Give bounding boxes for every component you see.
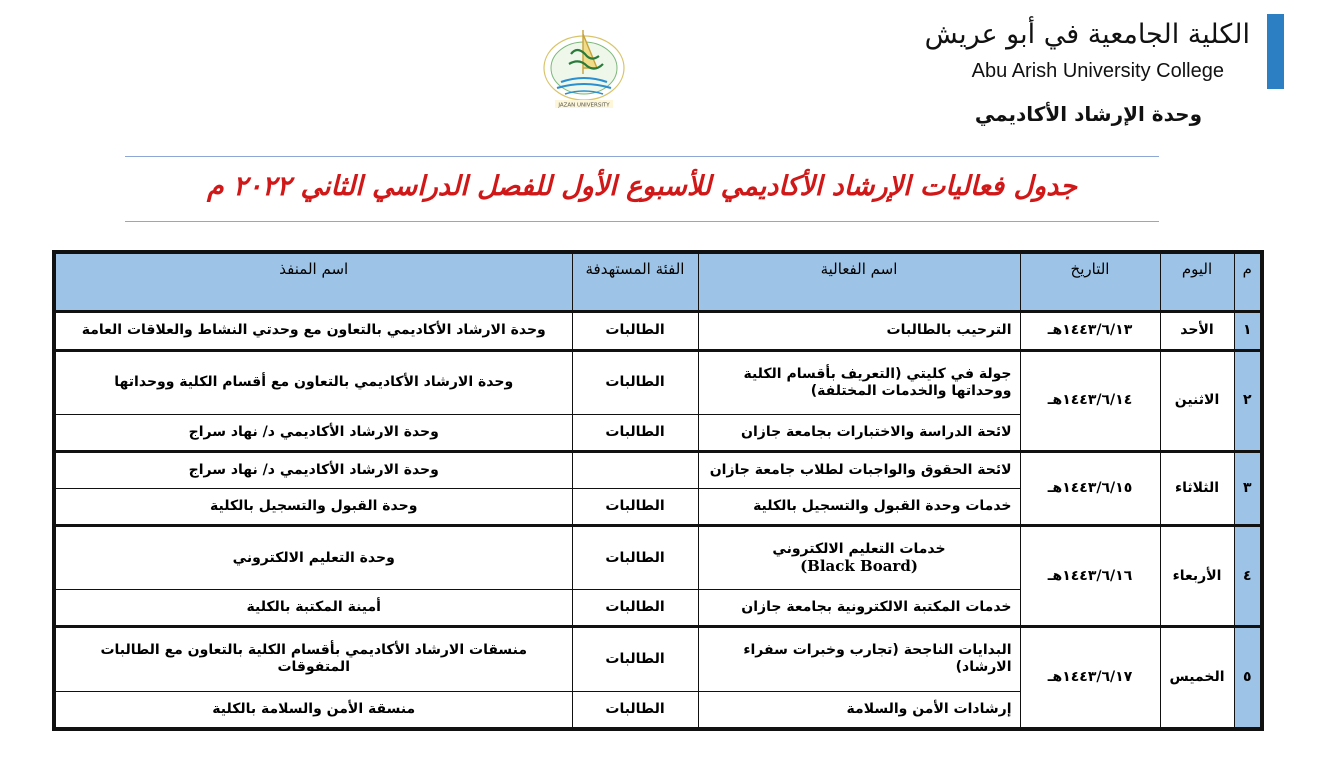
activity-text: خدمات التعليم الالكتروني [772, 541, 946, 558]
executor-cell: أمينة المكتبة بالكلية [54, 590, 572, 627]
day-cell: الأحد [1160, 312, 1234, 351]
table-row [54, 312, 1262, 351]
header-num: م [1234, 252, 1262, 312]
table-row [54, 627, 1262, 691]
activity-cell [698, 525, 1020, 589]
row-number: ١ [1234, 312, 1262, 351]
activity-extra-text: (Black Board) [800, 557, 918, 576]
activity-cell: إرشادات الأمن والسلامة [698, 691, 1020, 729]
target-cell: الطالبات [572, 414, 698, 451]
college-name-arabic: الكلية الجامعية في أبو عريش [924, 19, 1250, 50]
activity-cell: خدمات وحدة القبول والتسجيل بالكلية [698, 488, 1020, 525]
day-cell: الخميس [1160, 627, 1234, 729]
date-cell: ١٤٤٣/٦/١٤هـ [1020, 350, 1160, 451]
activity-cell: لائحة الحقوق والواجبات لطلاب جامعة جازان [698, 451, 1020, 488]
executor-cell: منسقات الارشاد الأكاديمي بأقسام الكلية بالتعاون مع الطالبات المتفوقات [54, 627, 572, 691]
header-activity: اسم الفعالية [698, 252, 1020, 312]
row-number: ٥ [1234, 627, 1262, 729]
unit-name: وحدة الإرشاد الأكاديمي [974, 102, 1202, 126]
executor-cell: وحدة الارشاد الأكاديمي د/ نهاد سراج [54, 414, 572, 451]
executor-cell: وحدة الارشاد الأكاديمي بالتعاون مع وحدتي النشاط والعلاقات العامة [54, 312, 572, 351]
table-row [54, 525, 1262, 589]
executor-cell: وحدة الارشاد الأكاديمي د/ نهاد سراج [54, 451, 572, 488]
activity-cell: لائحة الدراسة والاختبارات بجامعة جازان [698, 414, 1020, 451]
document-title: جدول فعاليات الإرشاد الأكاديمي للأسبوع الأول للفصل الدراسي الثاني ٢٠٢٢ م [207, 171, 1077, 202]
executor-cell: وحدة القبول والتسجيل بالكلية [54, 488, 572, 525]
activity-cell: الترحيب بالطالبات [698, 312, 1020, 351]
activity-cell: خدمات المكتبة الالكترونية بجامعة جازان [698, 590, 1020, 627]
target-cell: الطالبات [572, 525, 698, 589]
target-cell: الطالبات [572, 627, 698, 691]
row-number: ٣ [1234, 451, 1262, 525]
college-name-english: Abu Arish University College [971, 60, 1224, 82]
executor-cell: وحدة الارشاد الأكاديمي بالتعاون مع أقسام الكلية ووحداتها [54, 350, 572, 414]
bottom-divider [125, 221, 1159, 222]
activity-cell: البدايات الناجحة (تجارب وخبرات سفراء الارشاد) [698, 627, 1020, 691]
header-target: الفئة المستهدفة [572, 252, 698, 312]
brand-accent-bar [1267, 14, 1284, 89]
target-cell: الطالبات [572, 590, 698, 627]
date-cell: ١٤٤٣/٦/١٧هـ [1020, 627, 1160, 729]
target-cell: الطالبات [572, 312, 698, 351]
executor-cell: وحدة التعليم الالكتروني [54, 525, 572, 589]
date-cell: ١٤٤٣/٦/١٥هـ [1020, 451, 1160, 525]
schedule-table [52, 250, 1264, 731]
day-cell: الثلاثاء [1160, 451, 1234, 525]
table-row [54, 451, 1262, 488]
target-cell: الطالبات [572, 350, 698, 414]
target-cell: الطالبات [572, 691, 698, 729]
executor-cell: منسقة الأمن والسلامة بالكلية [54, 691, 572, 729]
day-cell: الاثنين [1160, 350, 1234, 451]
activity-cell: جولة في كليتي (التعريف بأقسام الكلية ووحداتها والخدمات المختلفة) [698, 350, 1020, 414]
table-row [54, 350, 1262, 414]
logo-caption: JAZAN UNIVERSITY [558, 102, 610, 109]
row-number: ٤ [1234, 525, 1262, 626]
header-date: التاريخ [1020, 252, 1160, 312]
table-header-row [54, 252, 1262, 312]
date-cell: ١٤٤٣/٦/١٣هـ [1020, 312, 1160, 351]
day-cell: الأربعاء [1160, 525, 1234, 626]
target-cell: الطالبات [572, 488, 698, 525]
university-logo-icon [525, 24, 643, 112]
header-executor: اسم المنفذ [54, 252, 572, 312]
document-header [0, 0, 1339, 150]
row-number: ٢ [1234, 350, 1262, 451]
header-day: اليوم [1160, 252, 1234, 312]
top-divider [125, 156, 1159, 157]
target-cell [572, 451, 698, 488]
date-cell: ١٤٤٣/٦/١٦هـ [1020, 525, 1160, 626]
